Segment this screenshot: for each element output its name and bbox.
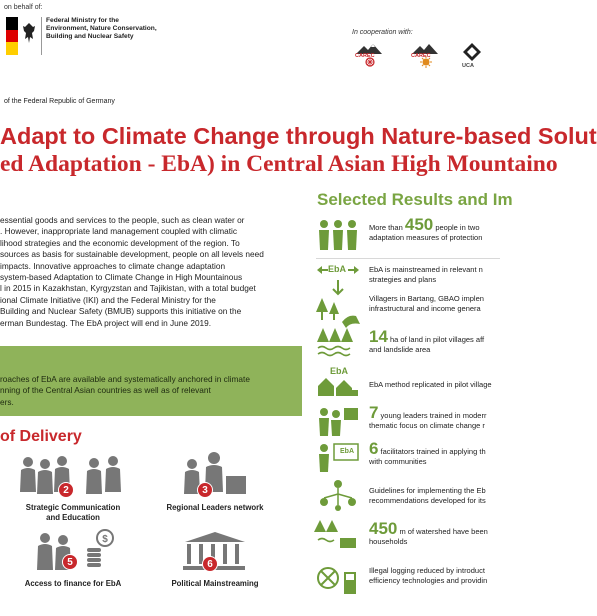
delivery-badge-5: 5 [62,554,78,570]
results-heading: Selected Results and Im [317,190,513,209]
result-item-young-leaders: 7 young leaders trained in moderr thematic focus on climate change r [316,404,500,438]
svg-text:$: $ [102,534,108,545]
delivery-badge-3: 3 [197,482,213,498]
eagle-icon [22,17,36,55]
german-flag [6,17,18,55]
intro-paragraph: essential goods and services to the people, such as clean water or . However, inappropriate land management coupled with climatic lihood strategies and the economic development of the region. To sources as basis for sustainable development, people on all levels need impacts. Innovative approaches to climate change adaptation system-based Adaptation to Climate Change in High Mountainous l in 2015 in Kazakhstan, Kyrgyzstan and Tajikistan, with a total budget ional Climate Initiative (IKI) and the Federal Ministry for the Building and Nuclear Safety (BMUB) supports this initiative on the erman Bundestag. The EbA project will end in June 2019. [0,215,264,328]
leader-podium-icon [180,452,250,498]
result-item-guidelines: Guidelines for implementing the Eb recommendations developed for its [316,478,500,514]
axe-cross-icon [316,564,360,598]
result-item-logging: Illegal logging reduced by introduct efficiency technologies and providin [316,564,500,604]
delivery-badge-6: 6 [202,556,218,572]
result-divider [316,258,500,259]
result-item-watershed: 450 m of watershed have been households [316,518,500,558]
partner-logo-2: CAREC [410,42,444,73]
page-title-line-2: ed Adaptation - EbA) in Central Asian High Mountaino [0,151,558,177]
objective-box [0,346,302,416]
objective-text: roaches of EbA are available and systematically anchored in climate nning of the Central Asian countries as well as of relevant ers. [0,374,250,407]
partner-logo-1: CAREC [354,42,388,73]
cooperation-label: In cooperation with: [352,29,413,36]
people-icon [316,218,360,252]
delivery-item-leaders: 3 Regional Leaders network [150,452,280,513]
delivery-badge-2: 2 [58,482,74,498]
facilitator-board-icon [316,440,360,474]
delivery-item-communication: 2 Strategic Communication and Education [8,452,138,523]
delivery-heading: of Delivery [0,428,82,445]
delivery-item-political: 6 Political Mainstreaming [150,528,280,589]
ministry-divider [41,17,42,55]
watershed-icon [316,518,360,552]
uca-logo-icon [462,42,482,62]
page-title-line-1: Adapt to Climate Change through Nature-based Solut [0,123,597,149]
result-item-people: More than 450 people in two adaptation measures of protection [316,218,500,254]
partner-logo-3: UCA [462,42,482,67]
result-item-facilitators: EbA 6 facilitators trained in applying th with communities [316,440,500,474]
federal-republic-label: of the Federal Republic of Germany [4,98,115,105]
training-icon [316,404,360,438]
result-item-replicated: EbA EbA method replicated in pilot village [316,366,500,400]
result-item-land: 14 ha of land in pilot villages aff and landslide area [316,326,500,362]
ministry-name: Federal Ministry for the Environment, Nature Conservation, Building and Nuclear Safety [46,17,157,41]
forest-water-icon [316,326,360,360]
on-behalf-label: on behalf of: [4,4,43,11]
result-item-mainstream: EbA EbA is mainstreamed in relevant n strategies and plans [316,262,500,292]
result-item-villagers: Villagers in Bartang, GBAO implen infrastructural and income genera [316,296,500,326]
trees-road-icon [316,296,360,330]
delivery-item-finance: $ 5 Access to finance for EbA [8,528,138,589]
network-icon [316,478,360,512]
